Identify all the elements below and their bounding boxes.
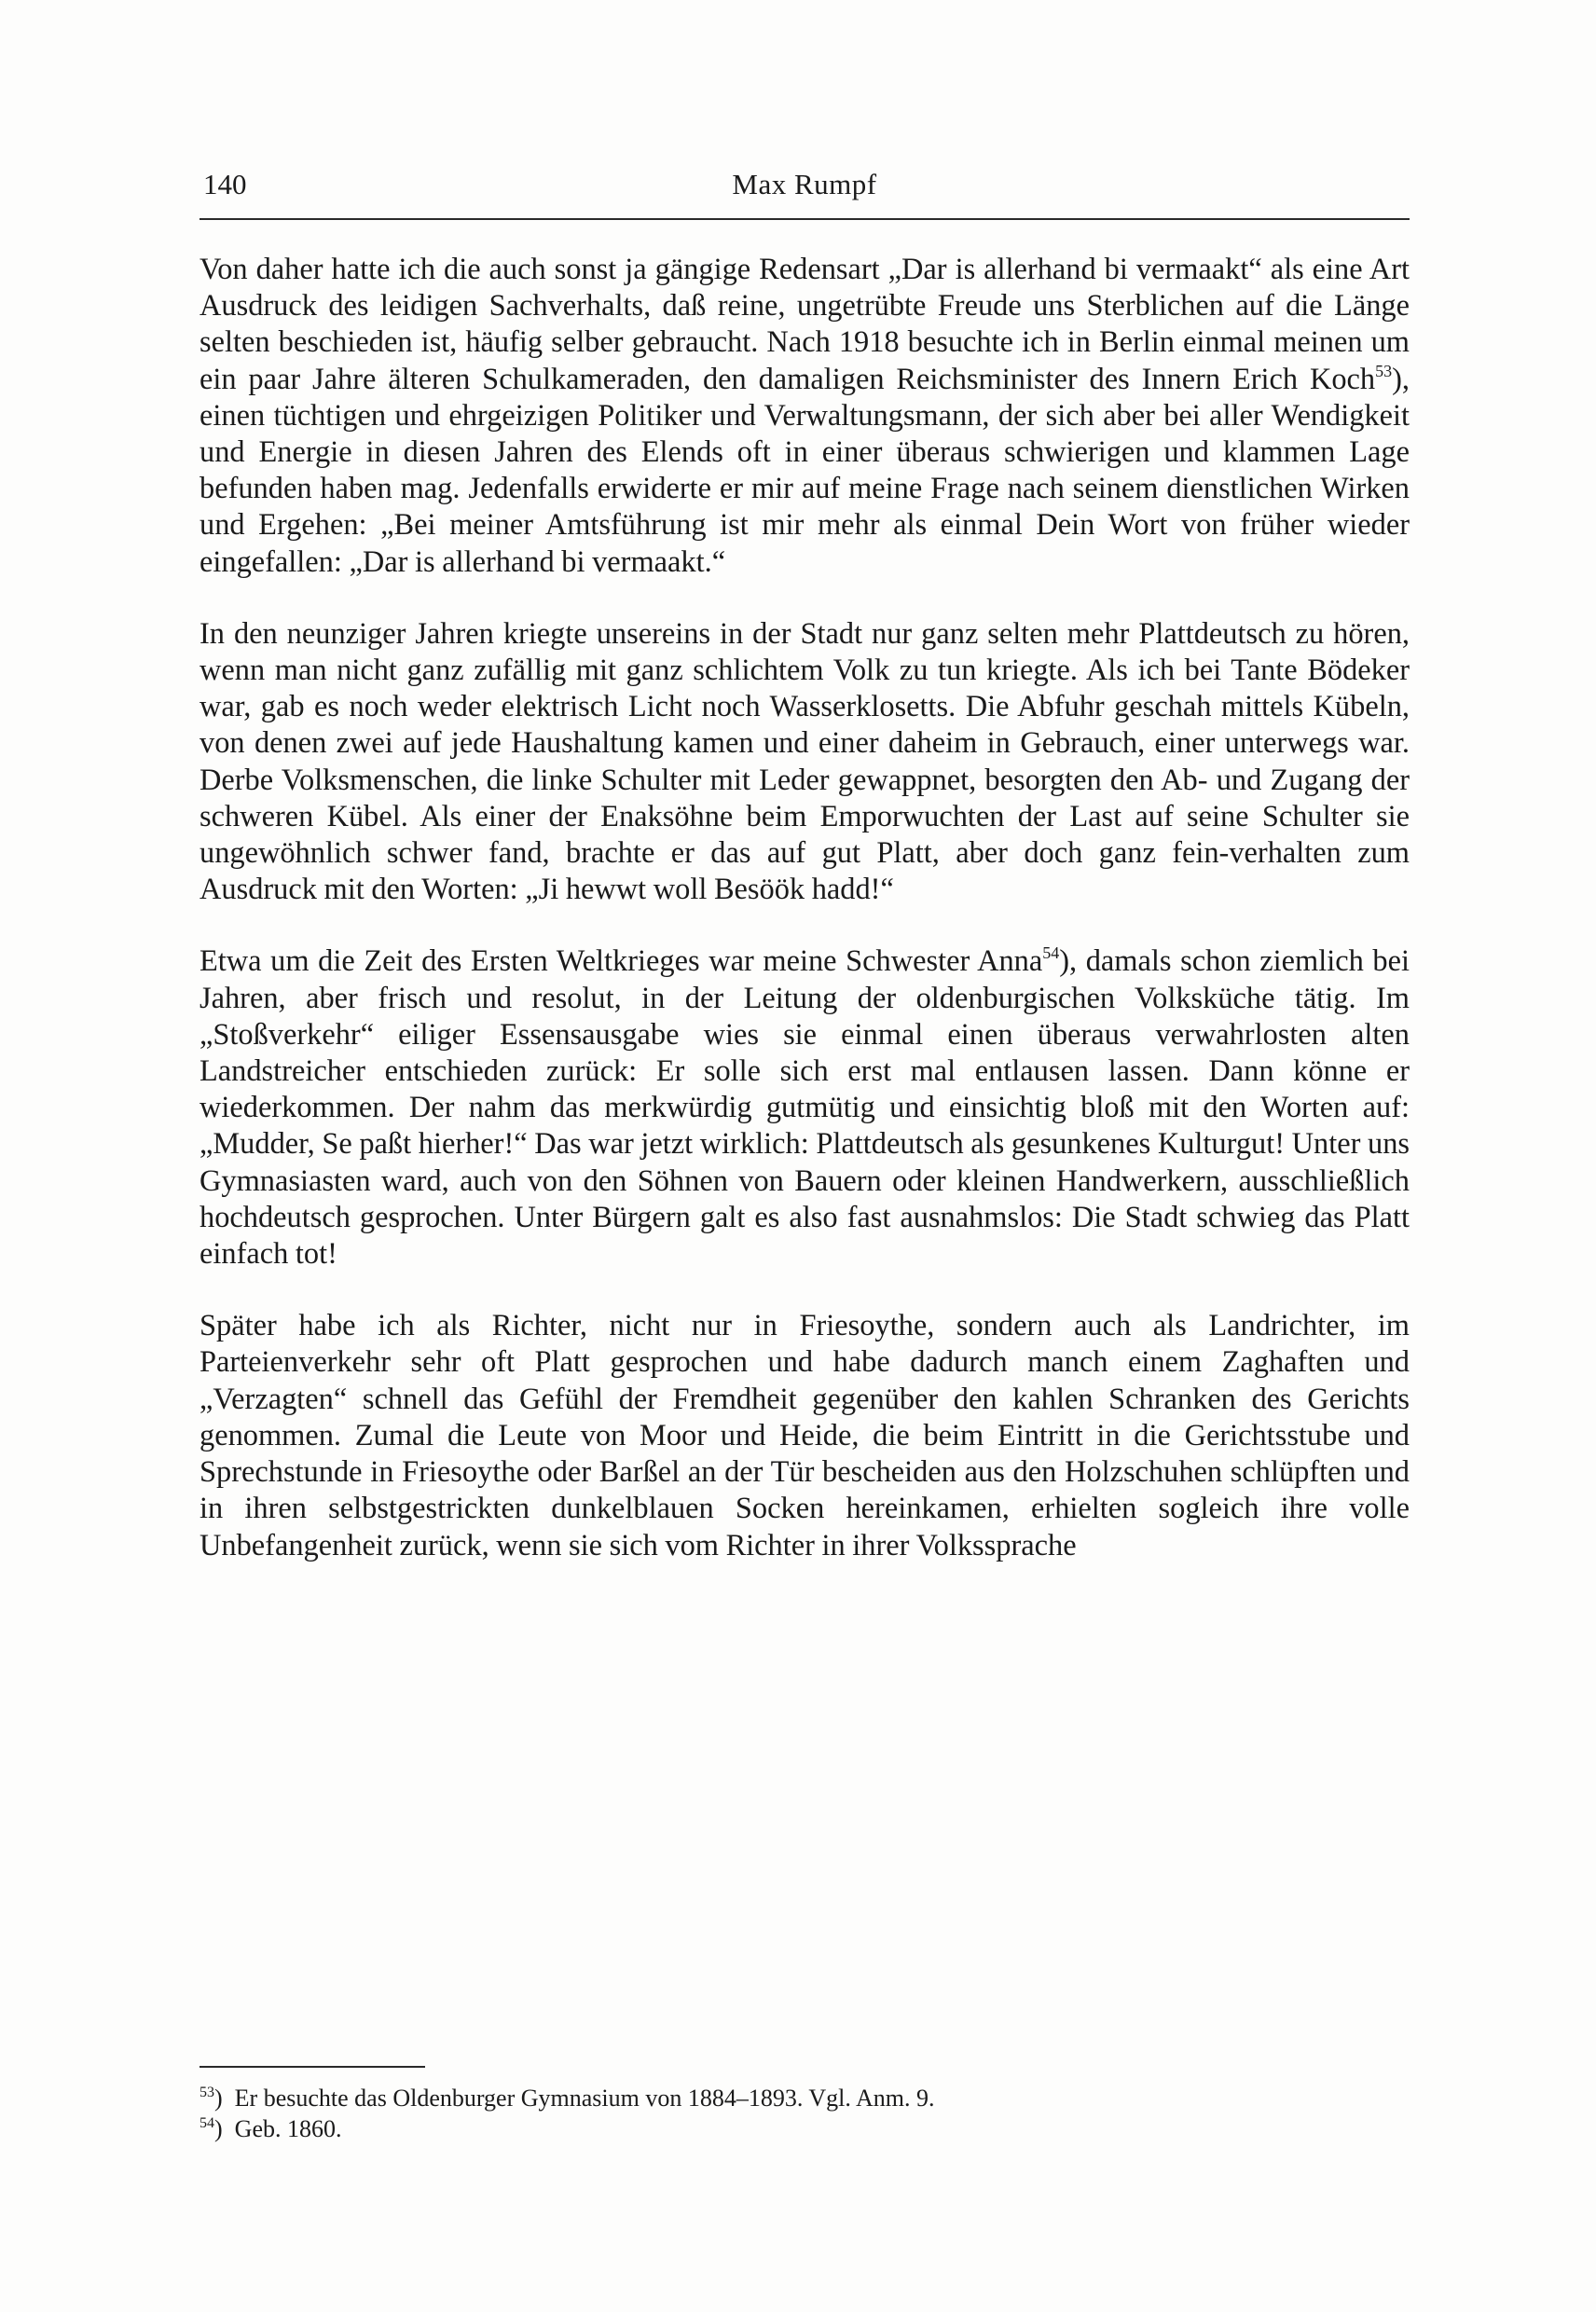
footnote-mark-close: ) bbox=[214, 2085, 223, 2112]
footnote-reference: 54 bbox=[1042, 943, 1060, 963]
paragraph bbox=[200, 616, 1410, 909]
body-text bbox=[200, 252, 1410, 1600]
footnotes bbox=[200, 2083, 1410, 2144]
paragraph-text: Etwa um die Zeit des Ersten Weltkrieges war meine Schwester Anna bbox=[200, 944, 1043, 979]
paragraph bbox=[200, 943, 1410, 1273]
footnote bbox=[200, 2113, 1410, 2144]
paragraph-text: ), damals schon ziemlich bei Jahren, aber frisch und resolut, in der Leitung der oldenburgischen Volksküche tätig. Im „Stoßverkehr“ eiliger Essensausgabe wies sie einmal einen überaus verwahrlosten alten Landstreicher entschieden zurück: Er solle sich erst mal entlausen lassen. Dann könne er wiederkommen. Der nahm das merkwürdig gutmütig und einsichtig bloß mit den Worten auf: „Mudder, Se paßt hierher!“ Das war jetzt wirklich: Plattdeutsch als gesunkenes Kulturgut! Unter uns Gymnasiasten ward, auch von den Söhnen von Bauern oder kleinen Handwerkern, ausschließlich hochdeutsch gesprochen. Unter Bürgern galt es also fast ausnahmslos: Die Stadt schwieg das Platt einfach tot! bbox=[200, 944, 1410, 1272]
footnote-mark: 54 bbox=[200, 2115, 214, 2131]
footnote bbox=[200, 2083, 1410, 2113]
paragraph-text: Später habe ich als Richter, nicht nur in Friesoythe, sondern auch als Landrichter, im Parteienverkehr sehr oft Platt gesprochen und habe dadurch manch einem Zaghaften und „Verzagten“ schnell das Gefühl der Fremdheit gegenüber den kahlen Schranken des Gerichts genommen. Zumal die Leute von Moor und Heide, die beim Eintritt in die Gerichtsstube und Sprechstunde in Friesoythe oder Barßel an der Tür bescheiden aus den Holzschuhen schlüpften und in ihren selbstgestrickten dunkelblauen Socken hereinkamen, erhielten sogleich ihre volle Unbefangenheit zurück, wenn sie sich vom Richter in ihrer Volkssprache bbox=[200, 1309, 1410, 1562]
paragraph bbox=[200, 252, 1410, 581]
paragraph-text: In den neunziger Jahren kriegte unsereins in der Stadt nur ganz selten mehr Plattdeutsch zu hören, wenn man nicht ganz zufällig mit ganz schlichtem Volk zu tun kriegte. Als ich bei Tante Bödeker war, gab es noch weder elektrisch Licht noch Wasserklosetts. Die Abfuhr geschah mittels Kübeln, von denen zwei auf jede Haushaltung kamen und einer daheim in Gebrauch, einer unterwegs war. Derbe Volksmenschen, die linke Schulter mit Leder gewappnet, besorgten den Ab- und Zugang der schweren Kübel. Als einer der Enaksöhne beim Emporwuchten der Last auf seine Schulter sie ungewöhnlich schwer fand, brachte er das auf gut Platt, aber doch ganz fein-verhalten zum Ausdruck mit den Worten: „Ji hewwt woll Besöök hadd!“ bbox=[200, 616, 1410, 907]
running-head: Max Rumpf bbox=[732, 168, 877, 200]
paragraph-text: ), einen tüchtigen und ehrgeizigen Politiker und Verwaltungsmann, der sich aber bei aller Wendigkeit und Energie in diesen Jahren des Elends oft in einer überaus schwierigen und klammen Lage befunden haben mag. Jedenfalls erwiderte er mir auf meine Frage nach seinem dienstlichen Wirken und Ergehen: „Bei meiner Amtsführung ist mir mehr als einmal Dein Wort von früher wieder eingefallen: „Dar is allerhand bi vermaakt.“ bbox=[200, 362, 1410, 579]
footnote-text: Er besuchte das Oldenburger Gymnasium von 1884–1893. Vgl. Anm. 9. bbox=[234, 2085, 935, 2112]
footnote-mark-close: ) bbox=[214, 2115, 223, 2142]
paragraph bbox=[200, 1308, 1410, 1563]
footnote-separator bbox=[200, 2066, 425, 2068]
footnote-text: Geb. 1860. bbox=[234, 2115, 342, 2142]
footnote-mark: 53 bbox=[200, 2085, 214, 2100]
paragraph-text: Von daher hatte ich die auch sonst ja gängige Redensart „Dar is allerhand bi vermaakt“ als eine Art Ausdruck des leidigen Sachverhalts, daß reine, ungetrübte Freude uns Sterblichen auf die Länge selten beschieden ist, häufig selber gebraucht. Nach 1918 besuchte ich in Berlin einmal meinen um ein paar Jahre älteren Schulkameraden, den damaligen Reichsminister des Innern Erich Koch bbox=[200, 253, 1410, 396]
page-header bbox=[200, 166, 1410, 220]
page-number: 140 bbox=[203, 168, 247, 200]
footnote-reference: 53 bbox=[1375, 361, 1393, 380]
